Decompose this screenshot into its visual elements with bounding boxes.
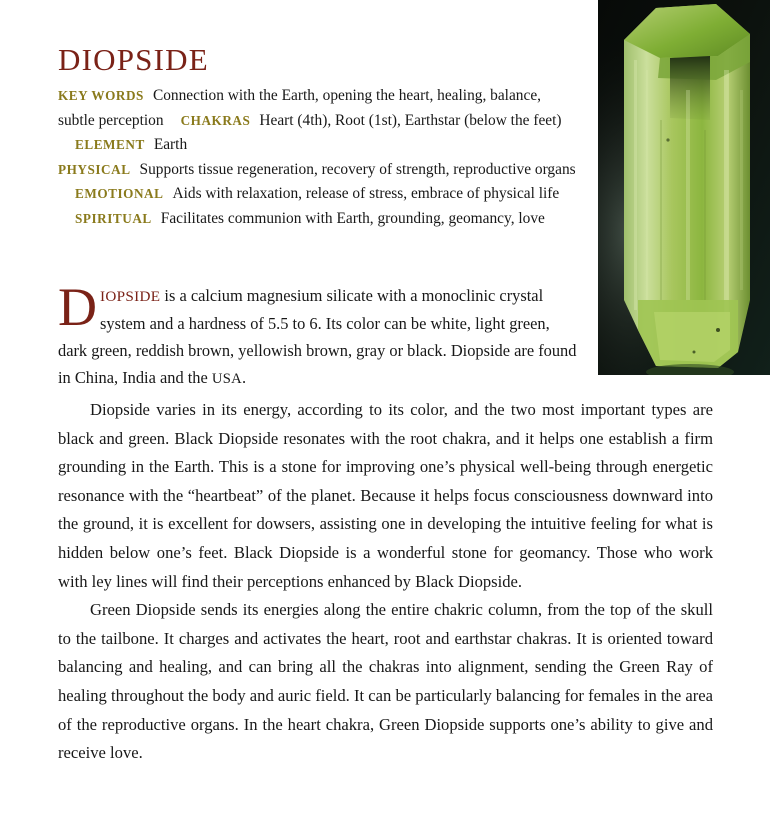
paragraph-black-diopside: Diopside varies in its energy, according to its color, and the two most important types are black and green. Black Diopside resonates with the root chakra, and it helps one establish a firm grounding in the Earth. This is a stone for improving one’s physical well-being through energetic resonance with the “heartbeat” of the planet. Because it helps focus consciousness downward into the ground, it is excellent for dowsers, assisting one in developing the intuitive feeling for what is hidden below one’s feet. Black Diopside is a wonderful stone for geomancy. Those who work with ley lines will find their perceptions enhanced by Black Diopside. (58, 400, 713, 591)
lead-text-before-usa: is a calcium magnesium silicate with a monoclinic crystal system and a hardness of 5.5 to 6. Its color can be white, light green, dark green, reddish brown, yellowish brown, gray or black. Diopside are found in China, India and the (58, 286, 577, 387)
keyword-label-physical: PHYSICAL (58, 161, 131, 177)
keyword-label-chakras: CHAKRAS (180, 112, 251, 128)
keyword-label-key-words: KEY WORDS (58, 88, 144, 103)
keyword-label-spiritual: SPIRITUAL (75, 210, 152, 226)
crystal-illustration (598, 0, 770, 375)
paragraph-green-diopside: Green Diopside sends its energies along the entire chakric column, from the top of the skull to the tailbone. It charges and activates the heart, root and earthstar chakras. It is oriented toward balancing and healing, and can bring all the chakras into alignment, sending the Green Ray of healing throughout the body and auric field. It can be particularly balancing for females in the area of the reproductive organs. In the heart chakra, Green Diopside supports one’s ability to give and receive love. (58, 600, 713, 763)
keyword-label-emotional: EMOTIONAL (75, 186, 164, 201)
keyword-text-physical: Supports tissue regeneration, recovery of strength, reproductive organs (139, 160, 576, 178)
lead-text-after-usa: . (241, 368, 247, 387)
lead-smallcaps-word: IOPSIDE (100, 288, 161, 305)
keyword-text-key-words: Connection with the Earth, opening the heart, healing, balance, subtle perception (58, 87, 541, 129)
keyword-label-element: ELEMENT (75, 137, 145, 152)
keyword-text-emotional: Aids with relaxation, release of stress, embrace of physical life (172, 185, 560, 202)
diopside-crystal-photo (598, 0, 770, 375)
keyword-summary-block (58, 84, 576, 231)
lead-paragraph (58, 277, 578, 393)
drop-cap: D (58, 277, 97, 337)
article-body (58, 396, 713, 768)
page-title: DIOPSIDE (58, 41, 209, 77)
keyword-text-chakras: Heart (4th), Root (1st), Earthstar (below the feet) (259, 111, 562, 129)
lead-usa-abbrev: USA (211, 371, 242, 387)
keyword-text-spiritual: Facilitates communion with Earth, grounding, geomancy, love (160, 209, 545, 227)
keyword-text-element: Earth (153, 136, 188, 153)
